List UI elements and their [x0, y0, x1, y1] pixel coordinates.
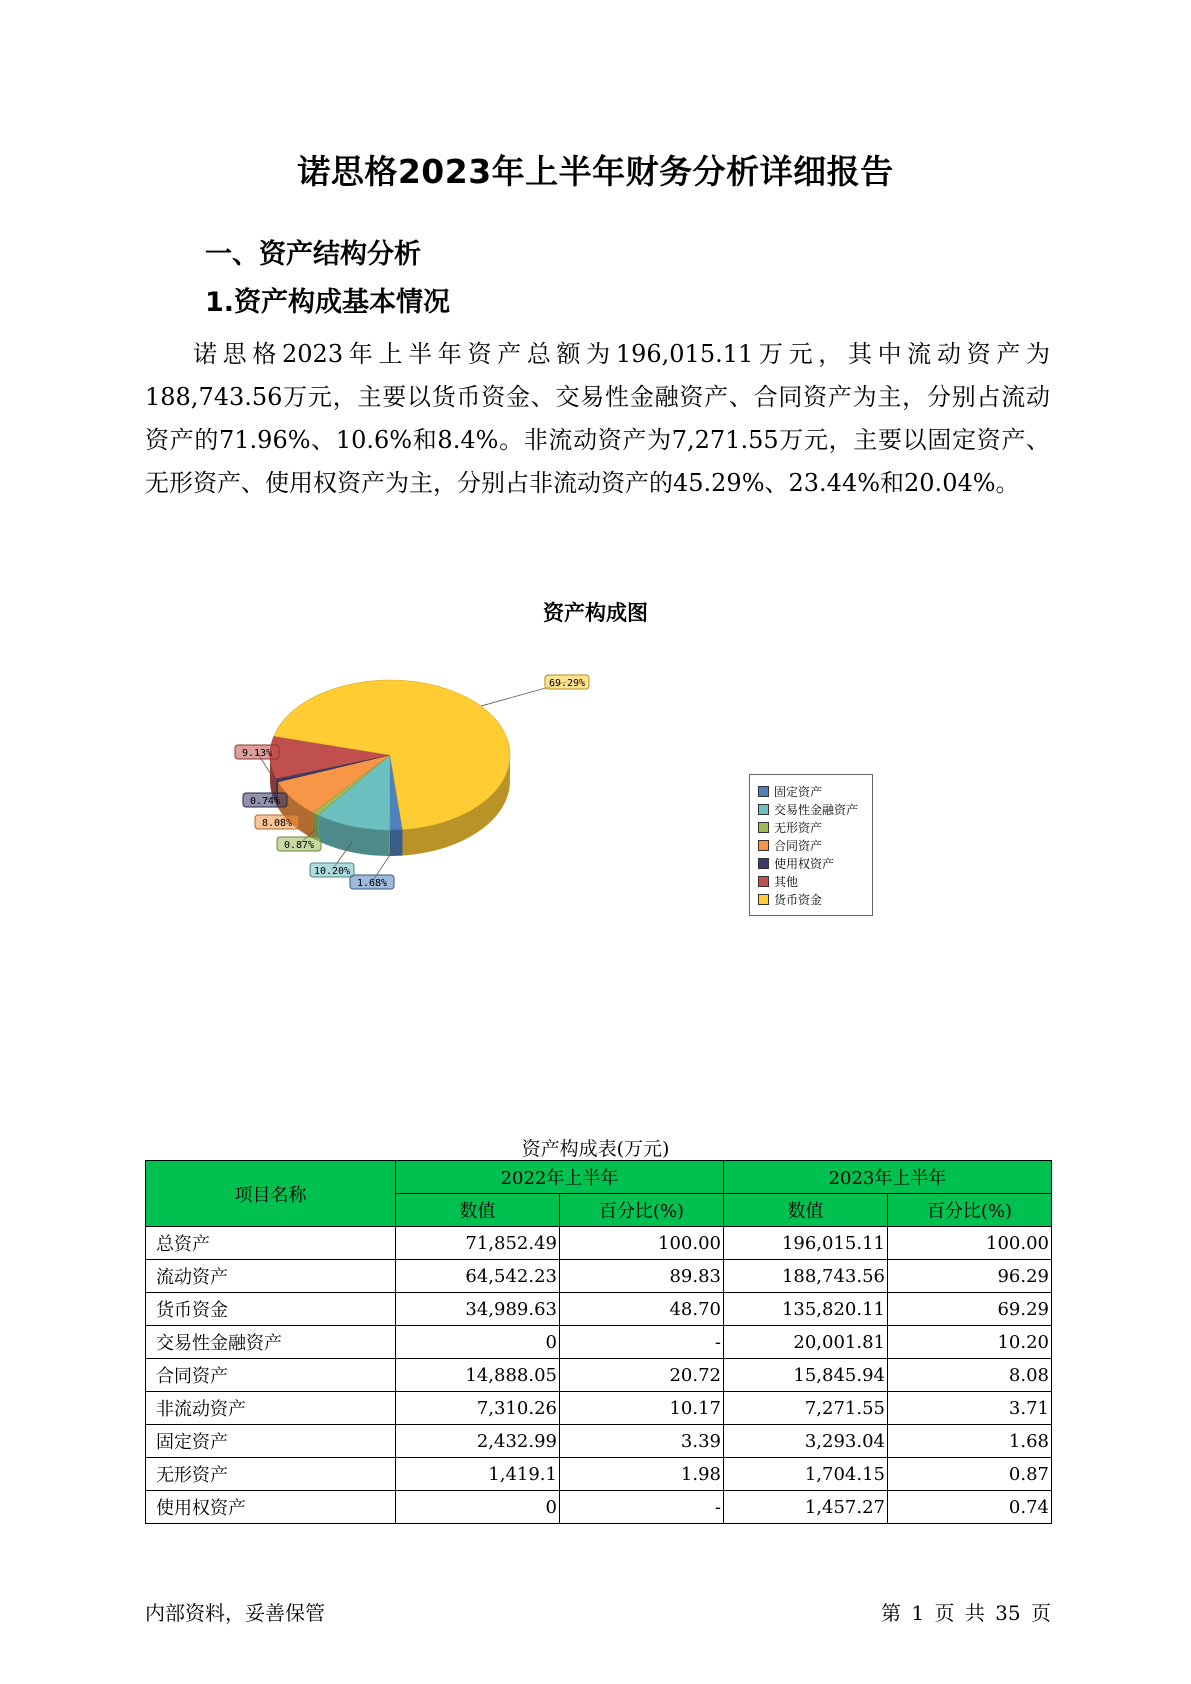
table-cell: 96.29 — [888, 1260, 1052, 1293]
header-item-name: 项目名称 — [146, 1161, 396, 1227]
row-label: 总资产 — [146, 1227, 396, 1260]
row-label: 交易性金融资产 — [146, 1326, 396, 1359]
row-label: 非流动资产 — [146, 1392, 396, 1425]
legend-label: 货币资金 — [774, 892, 823, 907]
data-label: 9.13% — [241, 748, 273, 759]
table-cell: 0.74 — [888, 1491, 1052, 1524]
legend-label: 合同资产 — [774, 838, 823, 853]
table-cell: 196,015.11 — [724, 1227, 888, 1260]
table-row — [146, 1326, 1052, 1359]
table-cell: 2,432.99 — [396, 1425, 560, 1458]
data-label: 0.74% — [249, 796, 281, 807]
table-cell: 7,271.55 — [724, 1392, 888, 1425]
footer-page-number: 第 1 页 共 35 页 — [881, 1601, 1051, 1625]
table-cell: 0 — [396, 1326, 560, 1359]
legend-item — [758, 872, 864, 890]
table-row — [146, 1458, 1052, 1491]
table-row — [146, 1359, 1052, 1392]
data-label: 8.08% — [261, 818, 293, 829]
table-cell: 100.00 — [888, 1227, 1052, 1260]
table-row — [146, 1260, 1052, 1293]
asset-pie-chart — [215, 660, 586, 920]
table-row — [146, 1491, 1052, 1524]
row-label: 使用权资产 — [146, 1491, 396, 1524]
table-cell: 48.70 — [560, 1293, 724, 1326]
table-cell: 10.20 — [888, 1326, 1052, 1359]
legend-swatch — [758, 786, 769, 797]
header-period-2023: 2023年上半年 — [724, 1161, 1052, 1194]
table-cell: 100.00 — [560, 1227, 724, 1260]
data-label: 69.29% — [548, 678, 586, 689]
legend-label: 无形资产 — [774, 820, 823, 835]
legend-swatch — [758, 822, 769, 833]
header-percent-2022: 百分比(%) — [560, 1194, 724, 1227]
legend-label: 固定资产 — [774, 784, 823, 799]
data-label: 10.20% — [313, 866, 351, 877]
row-label: 固定资产 — [146, 1425, 396, 1458]
table-cell: 135,820.11 — [724, 1293, 888, 1326]
table-cell: 71,852.49 — [396, 1227, 560, 1260]
row-label: 货币资金 — [146, 1293, 396, 1326]
table-cell: 1,419.1 — [396, 1458, 560, 1491]
table-caption: 资产构成表(万元) — [521, 1138, 670, 1160]
table-cell: 89.83 — [560, 1260, 724, 1293]
table-cell: 14,888.05 — [396, 1359, 560, 1392]
legend-swatch — [758, 840, 769, 851]
data-label: 0.87% — [283, 840, 315, 851]
subsection-heading: 1.资产构成基本情况 — [205, 287, 451, 318]
table-cell: 1.98 — [560, 1458, 724, 1491]
table-cell: 64,542.23 — [396, 1260, 560, 1293]
table-cell: 34,989.63 — [396, 1293, 560, 1326]
table-cell: 3.71 — [888, 1392, 1052, 1425]
legend-swatch — [758, 858, 769, 869]
legend-label: 其他 — [774, 874, 799, 889]
legend-swatch — [758, 894, 769, 905]
row-label: 合同资产 — [146, 1359, 396, 1392]
header-percent-2023: 百分比(%) — [888, 1194, 1052, 1227]
header-value-2022: 数值 — [396, 1194, 560, 1227]
legend-swatch — [758, 876, 769, 887]
table-cell: 1.68 — [888, 1425, 1052, 1458]
legend-item — [758, 890, 864, 908]
legend-label: 交易性金融资产 — [774, 802, 859, 817]
chart-title: 资产构成图 — [543, 601, 648, 625]
chart-legend — [749, 774, 873, 916]
table-cell: 69.29 — [888, 1293, 1052, 1326]
table-row — [146, 1392, 1052, 1425]
table-cell: 0.87 — [888, 1458, 1052, 1491]
table-cell: 0 — [396, 1491, 560, 1524]
table-row — [146, 1425, 1052, 1458]
table-row — [146, 1293, 1052, 1326]
summary-paragraph: 诺思格2023年上半年资产总额为196,015.11万元，其中流动资产为188,743.56万元，主要以货币资金、交易性金融资产、合同资产为主，分别占流动资产的71.96%、10.6%和8.4%。非流动资产为7,271.55万元，主要以固定资产、无形资产、使用权资产为主，分别占非流动资产的45.29%、23.44%和20.04%。 — [145, 340, 1050, 497]
legend-item — [758, 782, 864, 800]
table-cell: 20.72 — [560, 1359, 724, 1392]
legend-item — [758, 836, 864, 854]
table-cell: 3,293.04 — [724, 1425, 888, 1458]
report-title: 诺思格2023年上半年财务分析详细报告 — [297, 152, 894, 191]
legend-swatch — [758, 804, 769, 815]
section-heading: 一、资产结构分析 — [205, 239, 421, 270]
legend-item — [758, 854, 864, 872]
legend-label: 使用权资产 — [774, 856, 835, 871]
legend-item — [758, 818, 864, 836]
table-cell: - — [560, 1491, 724, 1524]
table-cell: 15,845.94 — [724, 1359, 888, 1392]
table-cell: 20,001.81 — [724, 1326, 888, 1359]
asset-composition-table — [145, 1160, 1052, 1524]
table-cell: 7,310.26 — [396, 1392, 560, 1425]
table-cell: 188,743.56 — [724, 1260, 888, 1293]
table-cell: 8.08 — [888, 1359, 1052, 1392]
table-cell: 10.17 — [560, 1392, 724, 1425]
header-value-2023: 数值 — [724, 1194, 888, 1227]
table-cell: 1,457.27 — [724, 1491, 888, 1524]
row-label: 无形资产 — [146, 1458, 396, 1491]
table-cell: 1,704.15 — [724, 1458, 888, 1491]
legend-item — [758, 800, 864, 818]
table-row — [146, 1227, 1052, 1260]
footer-confidential-note: 内部资料，妥善保管 — [145, 1601, 325, 1625]
data-label: 1.68% — [356, 878, 388, 889]
header-period-2022: 2022年上半年 — [396, 1161, 724, 1194]
table-cell: - — [560, 1326, 724, 1359]
row-label: 流动资产 — [146, 1260, 396, 1293]
table-cell: 3.39 — [560, 1425, 724, 1458]
